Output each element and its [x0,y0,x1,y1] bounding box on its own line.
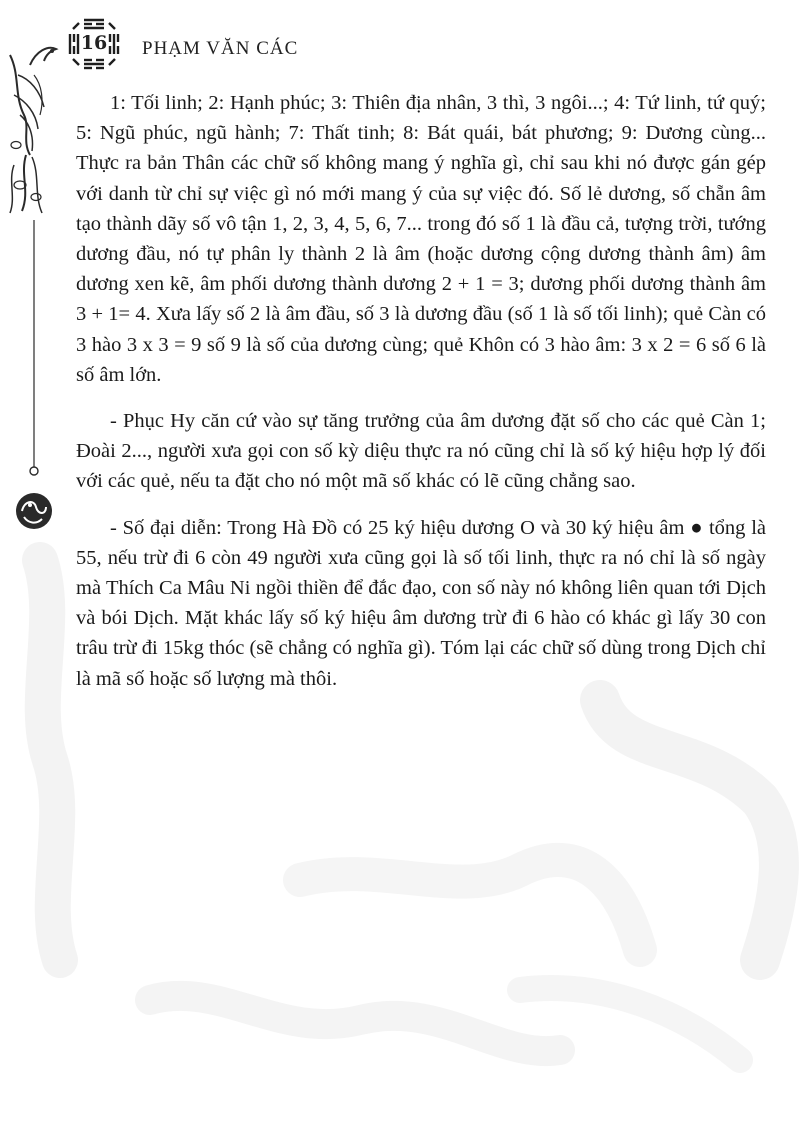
paragraph-so-dai-dien: - Số đại diễn: Trong Hà Đồ có 25 ký hiệu dương O và 30 ký hiệu âm ● tổng là 55, nếu trừ đi 6 còn 49 người xưa cũng gọi là số tối linh, thực ra nó chỉ là số ngày mà Thích Ca Mâu Ni ngồi thiền để đắc đạo, con số này nó không liên quan tới Dịch và bói Dịch. Mặt khác lấy số ký hiệu âm dương trừ đi 6 hào có khác gì lấy 30 con trâu trừ đi 15kg thóc (sẽ chẳng có nghĩa gì). Tóm lại các chữ số dùng trong Dịch chỉ là mã số hoặc số lượng mà thôi. [76,516,766,690]
running-header-author: PHẠM VĂN CÁC [142,38,299,59]
page-number: 16 [80,32,108,54]
body-text [76,88,766,710]
paragraph-phuc-hy: - Phục Hy căn cứ vào sự tăng trưởng của âm dương đặt số cho các quẻ Càn 1; Đoài 2..., người xưa gọi con số kỳ diệu thực ra nó cũng chỉ là số ký hiệu hợp lý đối với các quẻ, nếu ta đặt cho nó một mã số khác có lẽ cũng chẳng sao. [76,410,766,493]
page-header [60,10,760,80]
paragraph-numbers-meaning: 1: Tối linh; 2: Hạnh phúc; 3: Thiên địa nhân, 3 thì, 3 ngôi...; 4: Tứ linh, tứ quý; 5: Ngũ phúc, ngũ hành; 7: Thất tinh; 8: Bát quái, bát phương; 9: Dương cùng... Thực ra bản Thân các chữ số không mang ý nghĩa gì, chỉ sau khi nó được gán gép với danh từ chỉ sự việc gì nó mới mang ý của sự việc đó. Số lẻ dương, số chẵn âm tạo thành dãy số vô tận 1, 2, 3, 4, 5, 6, 7... trong đó số 1 là đầu cả, tượng trời, tướng dương đầu, nó tự phân ly thành 2 là âm (hoặc dương cộng dương thành âm) âm dương xen kẽ, âm phối dương thành dương 2 + 1 = 3; dương phối dương thành âm 3 + 1= 4. Xưa lấy số 2 là âm đầu, số 3 là dương đầu (số 1 là số tối linh); quẻ Càn có 3 hào 3 x 3 = 9 số 9 là số của dương cùng; quẻ Khôn có 3 hào âm: 3 x 2 = 6 số 6 là số âm lớn. [76,92,766,386]
phoenix-ornament-icon [0,15,70,535]
